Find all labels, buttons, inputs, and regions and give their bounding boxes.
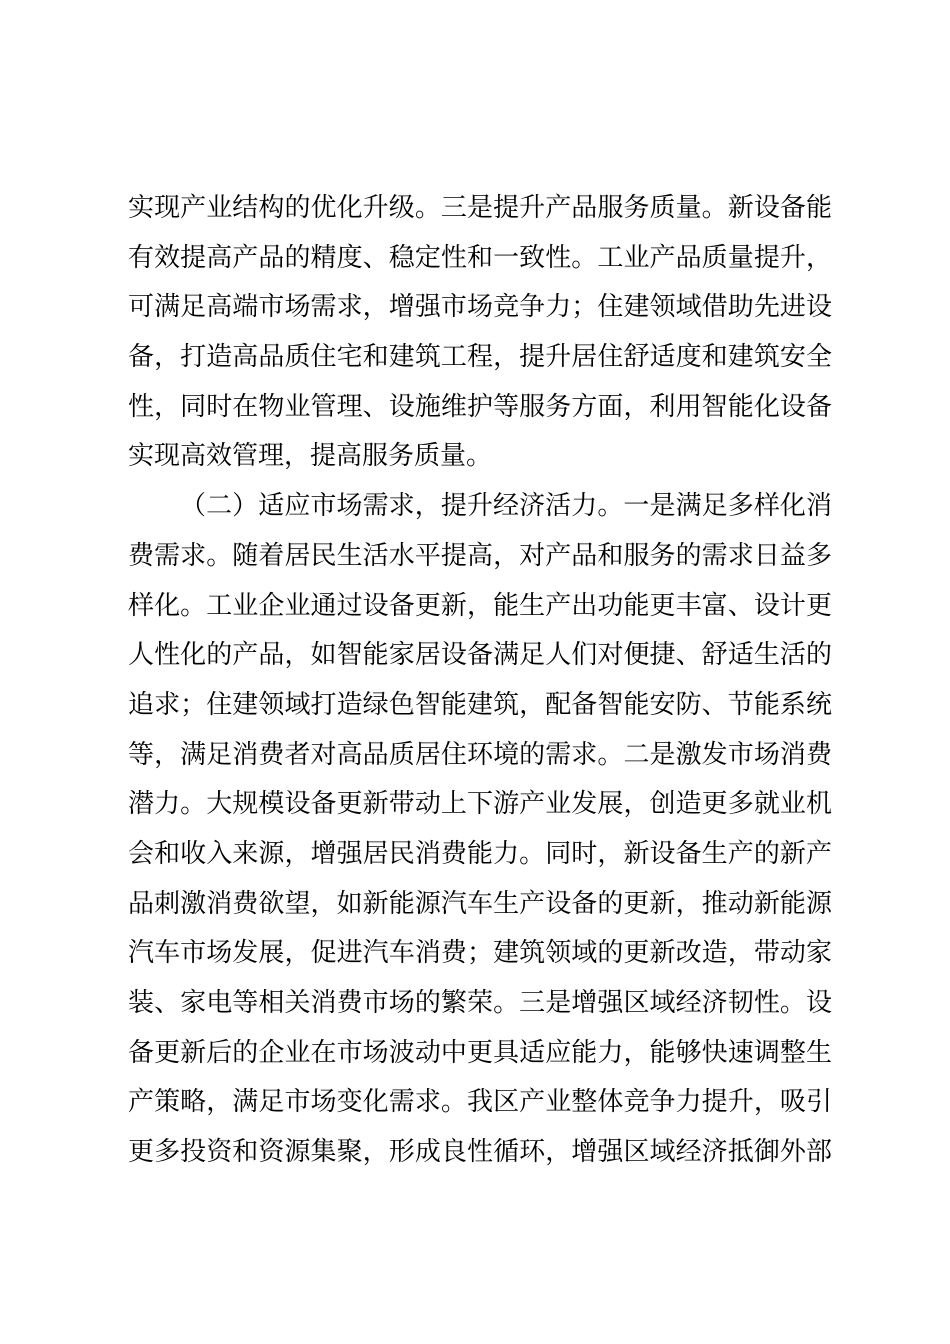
text-line: 实现高效管理，提高服务质量。	[128, 441, 493, 472]
text-line: 装、家电等相关消费市场的繁荣。三是增强区域经济韧性。设	[128, 988, 832, 1018]
text-line: 产策略，满足市场变化需求。我区产业整体竞争力提升，吸引	[128, 1087, 832, 1118]
text-line: 品刺激消费欲望，如新能源汽车生产设备的更新，推动新能源	[128, 888, 832, 919]
text-line: 汽车市场发展，促进汽车消费；建筑领域的更新改造，带动家	[128, 938, 832, 969]
text-line: 等，满足消费者对高品质居住环境的需求。二是激发市场消费	[128, 739, 832, 770]
text-line: 备更新后的企业在市场波动中更具适应能力，能够快速调整生	[128, 1037, 832, 1068]
text-line: 追求；住建领域打造绿色智能建筑，配备智能安防、节能系统	[128, 689, 832, 720]
paragraph-heading-line: （二）适应市场需求，提升经济活力。一是满足多样化消	[180, 491, 832, 522]
text-line: 性，同时在物业管理、设施维护等服务方面，利用智能化设备	[128, 391, 832, 422]
text-line: 实现产业结构的优化升级。三是提升产品服务质量。新设备能	[128, 193, 832, 223]
text-line: 费需求。随着居民生活水平提高，对产品和服务的需求日益多	[128, 540, 832, 571]
text-line: 人性化的产品，如智能家居设备满足人们对便捷、舒适生活的	[128, 640, 832, 671]
text-line: 样化。工业企业通过设备更新，能生产出功能更丰富、设计更	[128, 590, 832, 621]
text-line: 更多投资和资源集聚，形成良性循环，增强区域经济抵御外部	[128, 1137, 832, 1168]
body-text	[128, 184, 832, 1178]
text-line: 会和收入来源，增强居民消费能力。同时，新设备生产的新产	[128, 838, 832, 869]
text-line: 可满足高端市场需求，增强市场竞争力；住建领域借助先进设	[128, 292, 832, 323]
text-line: 有效提高产品的精度、稳定性和一致性。工业产品质量提升，	[128, 242, 832, 273]
text-line: 潜力。大规模设备更新带动上下游产业发展，创造更多就业机	[128, 789, 832, 820]
text-line: 备，打造高品质住宅和建筑工程，提升居住舒适度和建筑安全	[128, 342, 832, 373]
